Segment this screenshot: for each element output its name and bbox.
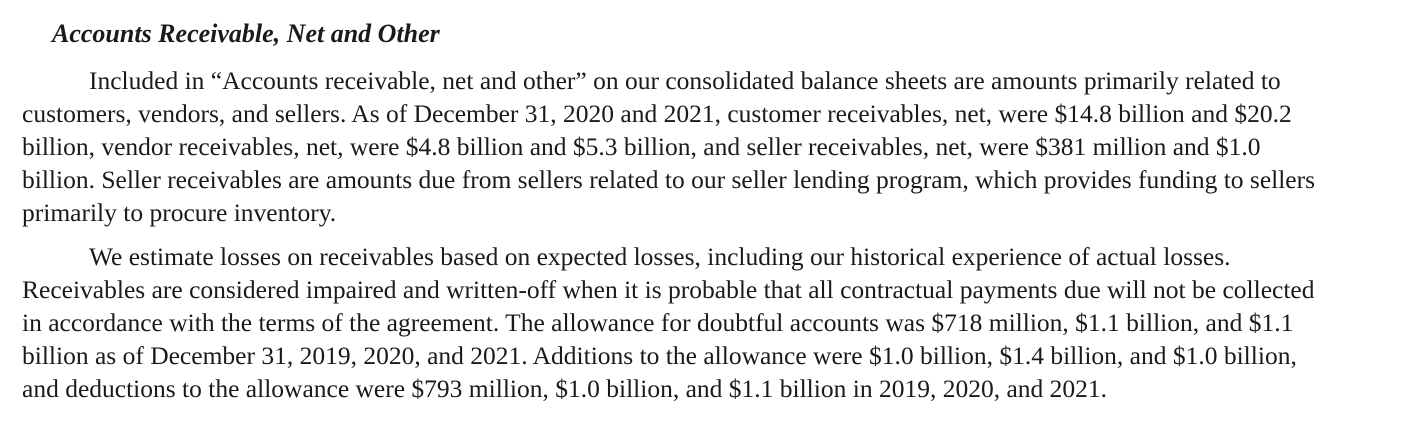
paragraph-line: billion, vendor receivables, net, were $4.8 billion and $5.3 billion, and seller receivables, net, were $381 million and $1.0 [22, 132, 1261, 161]
paragraph-line: customers, vendors, and sellers. As of December 31, 2020 and 2021, customer receivables, net, were $14.8 billion and $20.2 [22, 99, 1292, 128]
paragraph-line: Included in “Accounts receivable, net and other” on our consolidated balance sheets are amounts primarily related to [89, 66, 1281, 95]
paragraph-line: billion. Seller receivables are amounts due from sellers related to our seller lending program, which provides funding to sellers [22, 165, 1316, 194]
paragraph-line: Receivables are considered impaired and written-off when it is probable that all contractual payments due will not be collected [22, 275, 1315, 304]
paragraph-line: in accordance with the terms of the agreement. The allowance for doubtful accounts was $718 million, $1.1 billion, and $1.1 [22, 308, 1294, 337]
section-heading: Accounts Receivable, Net and Other [52, 19, 440, 48]
paragraph-line: billion as of December 31, 2019, 2020, and 2021. Additions to the allowance were $1.0 billion, $1.4 billion, and $1.0 billion, [22, 341, 1297, 370]
paragraph-receivables-composition [22, 64, 1315, 229]
paragraph-line: We estimate losses on receivables based on expected losses, including our historical experience of actual losses. [89, 242, 1231, 271]
paragraph-line: primarily to procure inventory. [22, 198, 337, 227]
paragraph-line: and deductions to the allowance were $793 million, $1.0 billion, and $1.1 billion in 2019, 2020, and 2021. [22, 374, 1108, 403]
paragraph-allowance-for-losses [22, 240, 1314, 405]
